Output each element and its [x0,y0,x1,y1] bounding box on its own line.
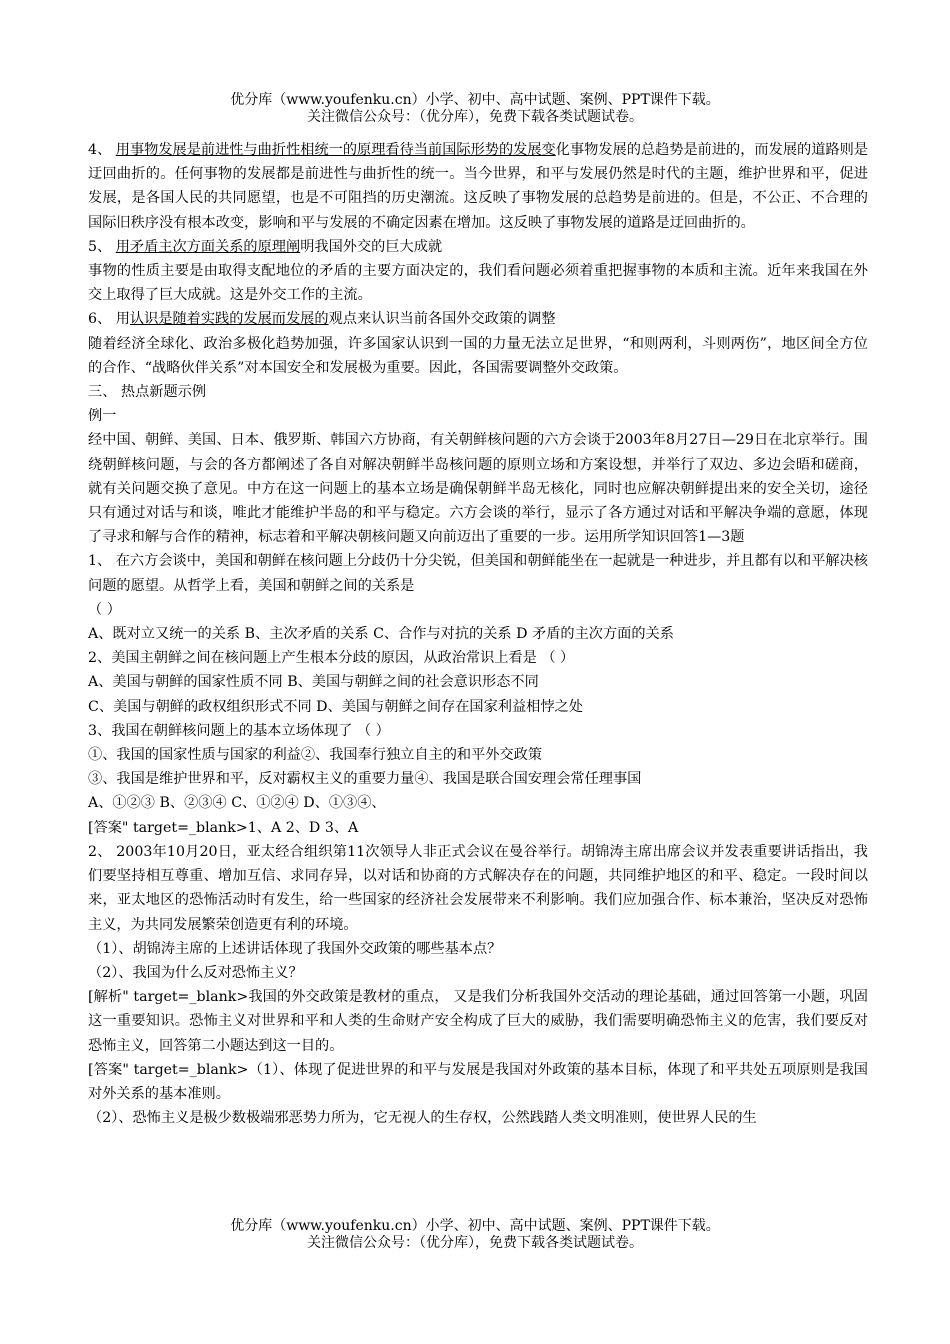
answer-2-part-2: （2）、恐怖主义是极少数极端邪恶势力所为，它无视人的生存权，公然践踏人类文明准则，使世界人民的生 [88,1110,757,1127]
page-header [0,92,950,126]
item-4 [88,138,868,235]
answer-2: [答案" target=_blank>（1）、体现了促进世界的和平与发展是我国对外政策的基本目标，体现了和平共处五项原则是我国对外关系的基本准则。 [88,1061,868,1102]
question-2-options-ab: A、美国与朝鲜的国家性质不同 B、美国与朝鲜之间的社会意识形态不同 [88,674,539,691]
section-3-title: 三、 热点新题示例 [88,384,207,401]
item-6-underlined-text: 认识是随着实践的发展而发展的 [129,311,329,328]
answer-1: [答案" target=_blank>1、A 2、D 3、A [88,819,359,836]
question-1: 1、 在六方会谈中，美国和朝鲜在核问题上分歧仍十分尖锐，但美国和朝鲜能坐在一起就是一种进步，并且都有以和平解决核问题的愿望。从哲学上看，美国和朝鲜之间的关系是 [88,553,868,594]
item-6-number: 6、 用 [88,311,130,328]
example-1-intro: 经中国、朝鲜、美国、日本、俄罗斯、韩国六方协商，有关朝鲜核问题的六方会谈于2003年8月27日—29日在北京举行。围绕朝鲜核问题，与会的各方都阐述了各自对解决朝鲜半岛核问题的原则立场和方案设想，并举行了双边、多边会晤和磋商，就有关问题交换了意见。中方在这一问题上的基本立场是确保朝鲜半岛无核化，同时也应解决朝鲜提出来的安全关切，途径只有通过对话与和谈，唯此才能维护半岛的和平与稳定。六方会谈的举行，显示了各方通过对话和平解决争端的意愿，体现了寻求和解与合作的精神，标志着和平解决朝核问题又向前迈出了重要的一步。运用所学知识回答1—3题 [88,432,868,546]
question-3-options: A、①②③ B、②③④ C、①②④ D、①③④、 [88,795,386,812]
question-1-options: A、既对立又统一的关系 B、主次矛盾的关系 C、合作与对抗的关系 D 矛盾的主次方面的关系 [88,626,674,643]
header-line-1: 优分库（www.youfenku.cn）小学、初中、高中试题、案例、PPT课件下载。 [230,92,720,108]
item-5-heading-text: 明我国外交的巨大成就 [300,238,443,255]
example-2-question-2: （2）、我国为什么反对恐怖主义？ [88,964,303,981]
question-3-statements-34: ③、我国是维护世界和平，反对霸权主义的重要力量④、我国是联合国安理会常任理事国 [88,771,642,788]
item-6-heading [88,307,868,331]
header-line-2: 关注微信公众号：（优分库），免费下载各类试题试卷。 [307,109,643,125]
footer-line-1: 优分库（www.youfenku.cn）小学、初中、高中试题、案例、PPT课件下载。 [230,1218,720,1234]
example-2-question-1: （1）、胡锦涛主席的上述讲话体现了我国外交政策的哪些基本点？ [88,940,502,957]
analysis: [解析" target=_blank>我国的外交政策是教材的重点， 又是我们分析我国外交活动的理论基础，通过回答第一小题，巩固这一重要知识。恐怖主义对世界和平和人类的生命财产安全构成了巨大的威胁，我们需要明确恐怖主义的危害，我们要反对恐怖主义，回答第二小题达到这一目的。 [88,989,868,1054]
question-3-statements-12: ①、我国的国家性质与国家的利益②、我国奉行独立自主的和平外交政策 [88,747,543,764]
item-5-heading [88,235,868,259]
item-6-body: 随着经济全球化、政治多极化趋势加强，许多国家认识到一国的力量无法立足世界，“和则两利，斗则两伤”，地区间全方位的合作、“战略伙伴关系”对本国安全和发展极为重要。因此，各国需要调整外交政策。 [88,335,868,376]
question-2-options-cd: C、美国与朝鲜的政权组织形式不同 D、美国与朝鲜之间存在国家利益相悖之处 [88,698,583,715]
item-4-number: 4、 [88,142,116,158]
item-5-underlined-text: 用矛盾主次方面关系的原理阐 [115,238,301,255]
example-1-label: 例一 [88,408,117,425]
item-6-heading-text: 观点来认识当前各国外交政策的调整 [328,311,556,328]
example-2-intro: 2、 2003年10月20日，亚太经合组织第11次领导人非正式会议在曼谷举行。胡锦涛主席出席会议并发表重要讲话指出，我们要坚持相互尊重、增加互信、求同存异，以对话和协商的方式解决存在的问题，共同维护地区的和平、稳定。一段时间以来，亚太地区的恐怖活动时有发生，给一些国家的经济社会发展带来不利影响。我们应加强合作、标本兼治，坚决反对恐怖主义，为共同发展繁荣创造更有利的环境。 [88,843,868,933]
question-1-paren: （ ） [88,601,121,618]
question-2: 2、美国主朝鲜之间在核问题上产生根本分歧的原因，从政治常识上看是 （ ） [88,650,575,667]
question-3: 3、我国在朝鲜核问题上的基本立场体现了 （ ） [88,722,390,739]
page-footer [0,1218,950,1252]
item-5-body: 事物的性质主要是由取得支配地位的矛盾的主要方面决定的，我们看问题必须着重把握事物的本质和主流。近年来我国在外交上取得了巨大成就。这是外交工作的主流。 [88,263,868,304]
item-4-text: 化事物发展的总趋势是前进的，而发展的道路则是迂回曲折的。任何事物的发展都是前进性与曲折性的统一。当今世界，和平与发展仍然是时代的主题，维护世界和平，促进发展，是各国人民的共同愿望，也是不可阻挡的历史潮流。这反映了事物发展的总趋势是前进的。但是，不公正、不合理的国际旧秩序没有根本改变，影响和平与发展的不确定因素在增加。这反映了事物发展的道路是迂回曲折的。 [88,142,868,231]
footer-line-2: 关注微信公众号：（优分库），免费下载各类试题试卷。 [307,1235,643,1251]
item-4-underlined-text: 用事物发展是前进性与曲折性相统一的原理看待当前国际形势的发展变 [115,142,556,158]
item-5-number: 5、 [88,238,116,255]
document-body [88,138,868,1130]
